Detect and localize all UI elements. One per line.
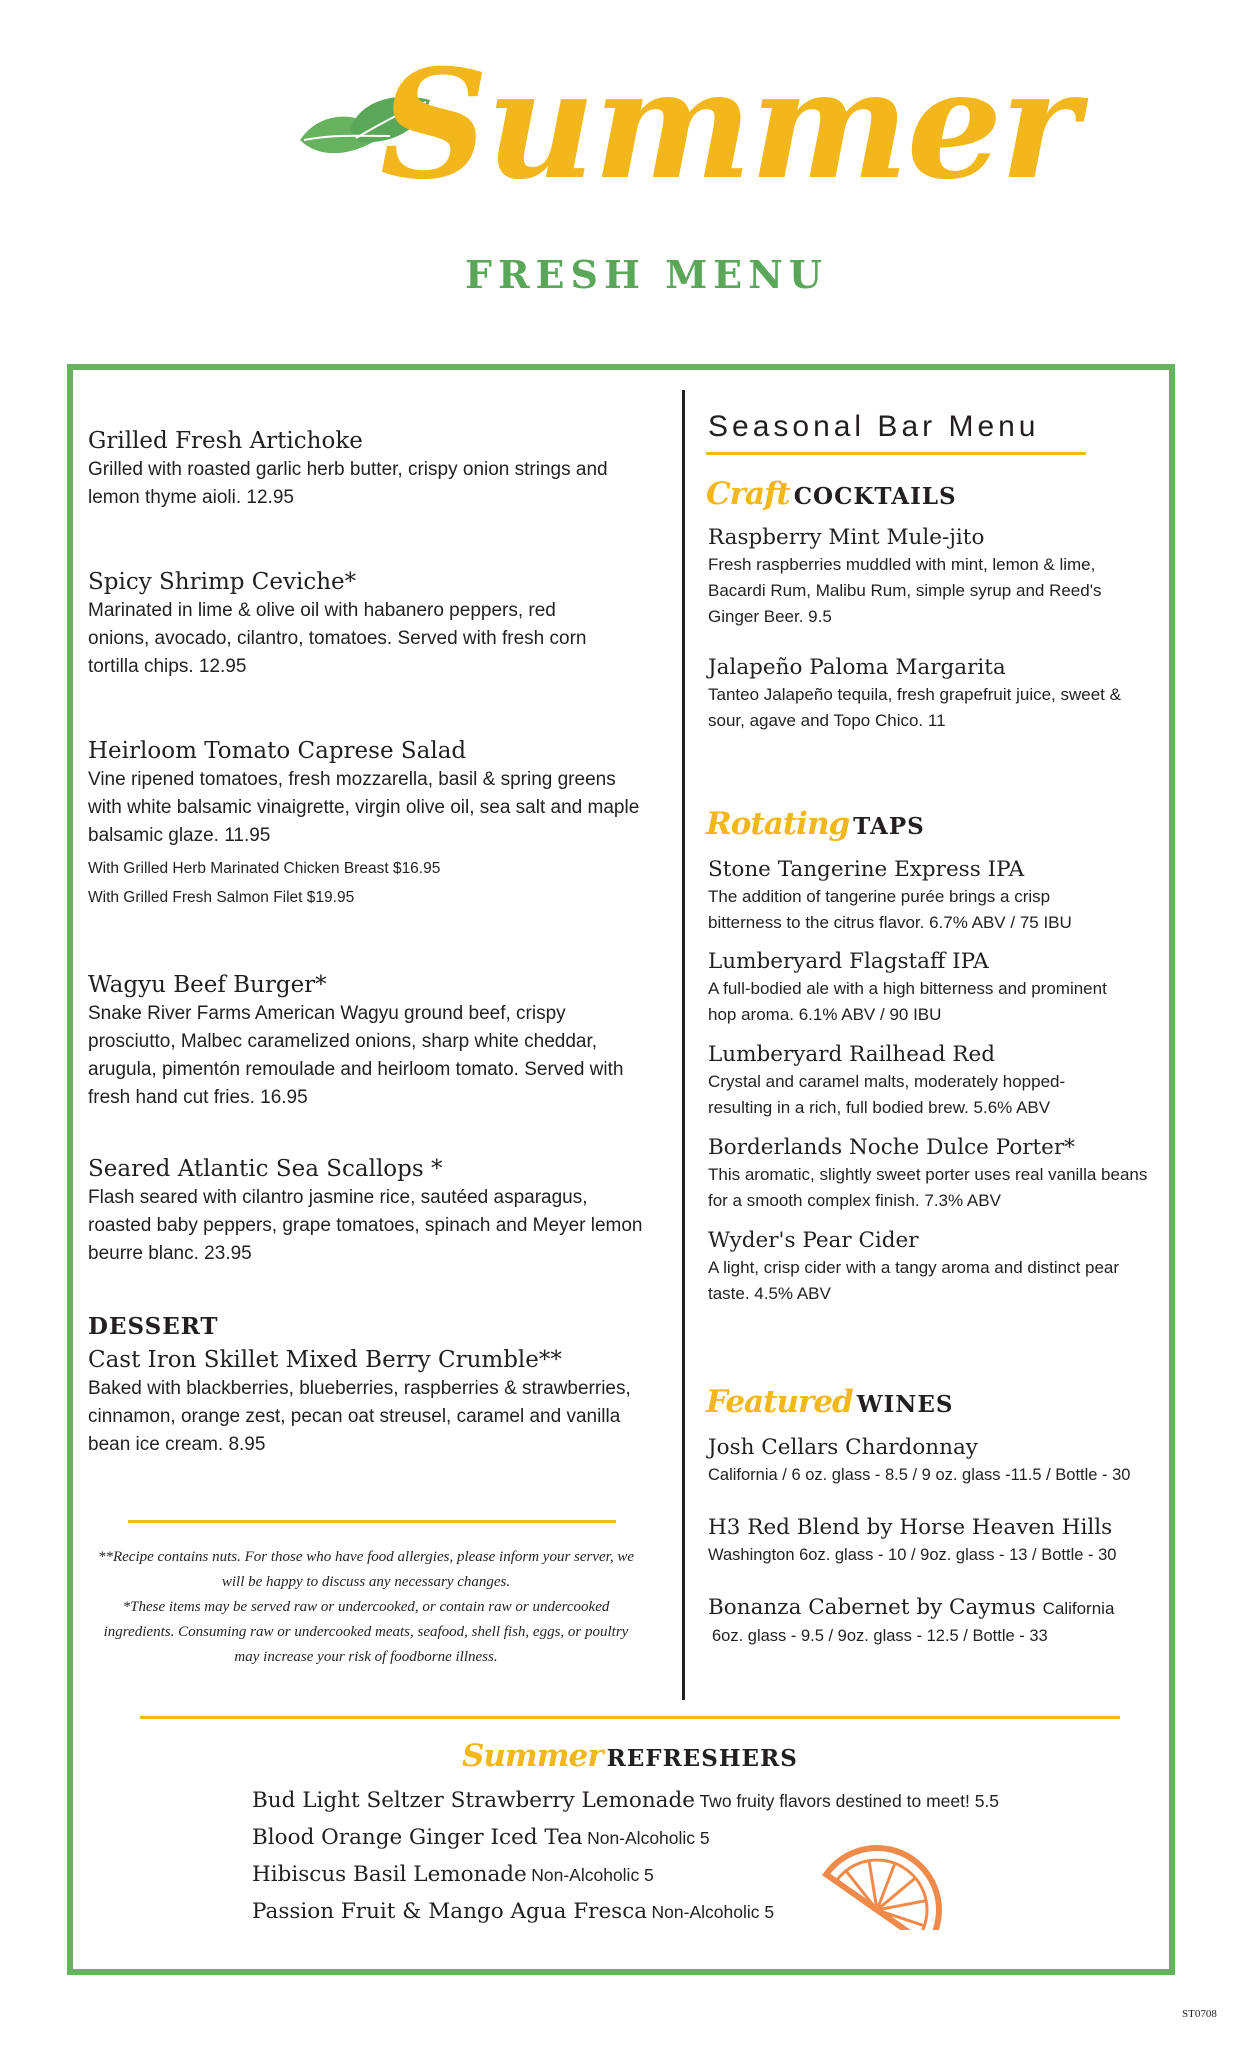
- refresher-item: [252, 1782, 1052, 1819]
- caps-word: REFRESHERS: [606, 1745, 798, 1772]
- cocktails-heading: [706, 476, 957, 516]
- nut-footnote: **Recipe contains nuts. For those who have food allergies, please inform your server, we will be happy to discuss any necessary changes.: [97, 1549, 635, 1590]
- drink-description: Crystal and caramel malts, moderately hopped-resulting in a rich, full bodied brew. 5.6% ABV: [708, 1072, 1066, 1117]
- taps-heading: [706, 806, 925, 846]
- item-description: Baked with blackberries, blueberries, raspberries & strawberries, cinnamon, orange zest, pecan oat streusel, caramel and vanilla bean ice cream. 8.95: [88, 1378, 631, 1455]
- tap-item: [708, 1134, 1148, 1214]
- item-name: Spicy Shrimp Ceviche*: [88, 569, 357, 595]
- drink-name: H3 Red Blend by Horse Heaven Hills: [708, 1515, 1113, 1540]
- refresher-name: Passion Fruit & Mango Agua Fresca: [252, 1899, 648, 1924]
- menu-item: [88, 970, 658, 1112]
- addon-option: With Grilled Herb Marinated Chicken Breast $16.95: [88, 860, 441, 877]
- drink-description: A light, crisp cider with a tangy aroma and distinct pear taste. 4.5% ABV: [708, 1258, 1120, 1303]
- tap-item: [708, 948, 1148, 1028]
- raw-food-footnote: *These items may be served raw or undercooked, or contain raw or undercooked ingredients. Consuming raw or undercooked meats, seafood, shell fish, eggs, or poultry may increase your risk of foodborne illness.: [103, 1599, 629, 1665]
- dessert-heading: DESSERT: [88, 1313, 219, 1340]
- drink-description: Tanteo Jalapeño tequila, fresh grapefruit juice, sweet & sour, agave and Topo Chico. 11: [708, 685, 1121, 730]
- cocktail-item: [708, 654, 1148, 734]
- script-word: Summer: [462, 1738, 603, 1774]
- drink-name: Raspberry Mint Mule-jito: [708, 525, 985, 550]
- wine-pricing: California / 6 oz. glass - 8.5 / 9 oz. glass -11.5 / Bottle - 30: [708, 1466, 1131, 1484]
- item-description: Snake River Farms American Wagyu ground beef, crispy prosciutto, Malbec caramelized onions, sharp white cheddar, arugula, pimentón remoulade and heirloom tomato. Served with fresh hand cut fries. 16.95: [88, 1003, 624, 1108]
- item-description: Marinated in lime & olive oil with habanero peppers, red onions, avocado, cilantro, tomatoes. Served with fresh corn tortilla chips. 12.95: [88, 600, 587, 677]
- menu-title: Summer: [380, 37, 1078, 213]
- item-name: Heirloom Tomato Caprese Salad: [88, 738, 467, 764]
- wine-region: California: [1042, 1599, 1115, 1618]
- drink-name: [708, 1594, 1148, 1623]
- wine-item: [708, 1434, 1148, 1488]
- refresher-note: Non-Alcoholic 5: [531, 1865, 654, 1885]
- item-name: Seared Atlantic Sea Scallops *: [88, 1156, 443, 1182]
- tap-item: [708, 1227, 1148, 1307]
- drink-name: Borderlands Noche Dulce Porter*: [708, 1135, 1075, 1160]
- menu-header: [0, 0, 1243, 340]
- wine-name: Bonanza Cabernet by Caymus: [708, 1595, 1036, 1620]
- drink-description: This aromatic, slightly sweet porter uses real vanilla beans for a smooth complex finish. 7.3% ABV: [708, 1165, 1148, 1210]
- item-name: Cast Iron Skillet Mixed Berry Crumble**: [88, 1347, 562, 1373]
- menu-item: [88, 567, 658, 681]
- wines-heading: [706, 1384, 953, 1424]
- tap-item: [708, 1041, 1148, 1121]
- script-word: Craft: [706, 476, 790, 512]
- refreshers-heading: [462, 1738, 798, 1774]
- wine-item: [708, 1514, 1148, 1568]
- menu-item: [88, 1154, 658, 1268]
- wine-pricing: Washington 6oz. glass - 10 / 9oz. glass - 13 / Bottle - 30: [708, 1546, 1117, 1564]
- refreshers-divider: [140, 1716, 1120, 1719]
- drink-name: Stone Tangerine Express IPA: [708, 857, 1025, 882]
- drink-name: Wyder's Pear Cider: [708, 1228, 919, 1253]
- item-name: Grilled Fresh Artichoke: [88, 428, 363, 454]
- caps-word: TAPS: [853, 813, 925, 840]
- drink-description: A full-bodied ale with a high bitterness and prominent hop aroma. 6.1% ABV / 90 IBU: [708, 979, 1107, 1024]
- refresher-name: Hibiscus Basil Lemonade: [252, 1862, 527, 1887]
- menu-subtitle: FRESH MENU: [465, 252, 828, 297]
- caps-word: COCKTAILS: [793, 483, 957, 510]
- refresher-name: Bud Light Seltzer Strawberry Lemonade: [252, 1788, 695, 1813]
- item-description: Vine ripened tomatoes, fresh mozzarella, basil & spring greens with white balsamic vinaigrette, virgin olive oil, sea salt and maple balsamic glaze. 11.95: [88, 769, 640, 846]
- drink-description: Fresh raspberries muddled with mint, lemon & lime, Bacardi Rum, Malibu Rum, simple syrup and Reed's Ginger Beer. 9.5: [708, 555, 1102, 626]
- drink-name: Josh Cellars Chardonnay: [708, 1435, 978, 1460]
- dessert-section: [88, 1312, 658, 1459]
- drink-name: Lumberyard Flagstaff IPA: [708, 949, 989, 974]
- orange-slice-icon: [810, 1830, 945, 1930]
- script-word: Featured: [706, 1384, 853, 1420]
- print-code: ST0708: [1182, 2008, 1217, 2020]
- bar-title-divider: [706, 452, 1086, 455]
- caps-word: WINES: [856, 1391, 954, 1418]
- drink-name: Jalapeño Paloma Margarita: [708, 655, 1006, 680]
- column-divider: [682, 390, 685, 1700]
- addon-option: With Grilled Fresh Salmon Filet $19.95: [88, 889, 355, 906]
- refresher-name: Blood Orange Ginger Iced Tea: [252, 1825, 583, 1850]
- refresher-note: Two fruity flavors destined to meet! 5.5: [699, 1791, 1000, 1811]
- menu-item: [88, 736, 658, 912]
- drink-name: Lumberyard Railhead Red: [708, 1042, 996, 1067]
- menu-item: [88, 426, 658, 512]
- item-name: Wagyu Beef Burger*: [88, 972, 327, 998]
- footnote-divider: [128, 1520, 616, 1523]
- refresher-note: Non-Alcoholic 5: [587, 1828, 710, 1848]
- refresher-note: Non-Alcoholic 5: [651, 1902, 775, 1922]
- item-description: Flash seared with cilantro jasmine rice, sautéed asparagus, roasted baby peppers, grape tomatoes, spinach and Meyer lemon beurre blanc. 23.95: [88, 1187, 643, 1264]
- bar-menu-title: Seasonal Bar Menu: [708, 410, 1040, 443]
- script-word: Rotating: [706, 806, 850, 842]
- item-description: Grilled with roasted garlic herb butter, crispy onion strings and lemon thyme aioli. 12.95: [88, 459, 608, 508]
- cocktail-item: [708, 524, 1148, 630]
- wine-item: [708, 1594, 1148, 1649]
- allergy-footnotes: [96, 1545, 636, 1670]
- wine-pricing: 6oz. glass - 9.5 / 9oz. glass - 12.5 / Bottle - 33: [712, 1627, 1048, 1645]
- tap-item: [708, 856, 1148, 936]
- drink-description: The addition of tangerine purée brings a crisp bitterness to the citrus flavor. 6.7% ABV / 75 IBU: [708, 887, 1072, 932]
